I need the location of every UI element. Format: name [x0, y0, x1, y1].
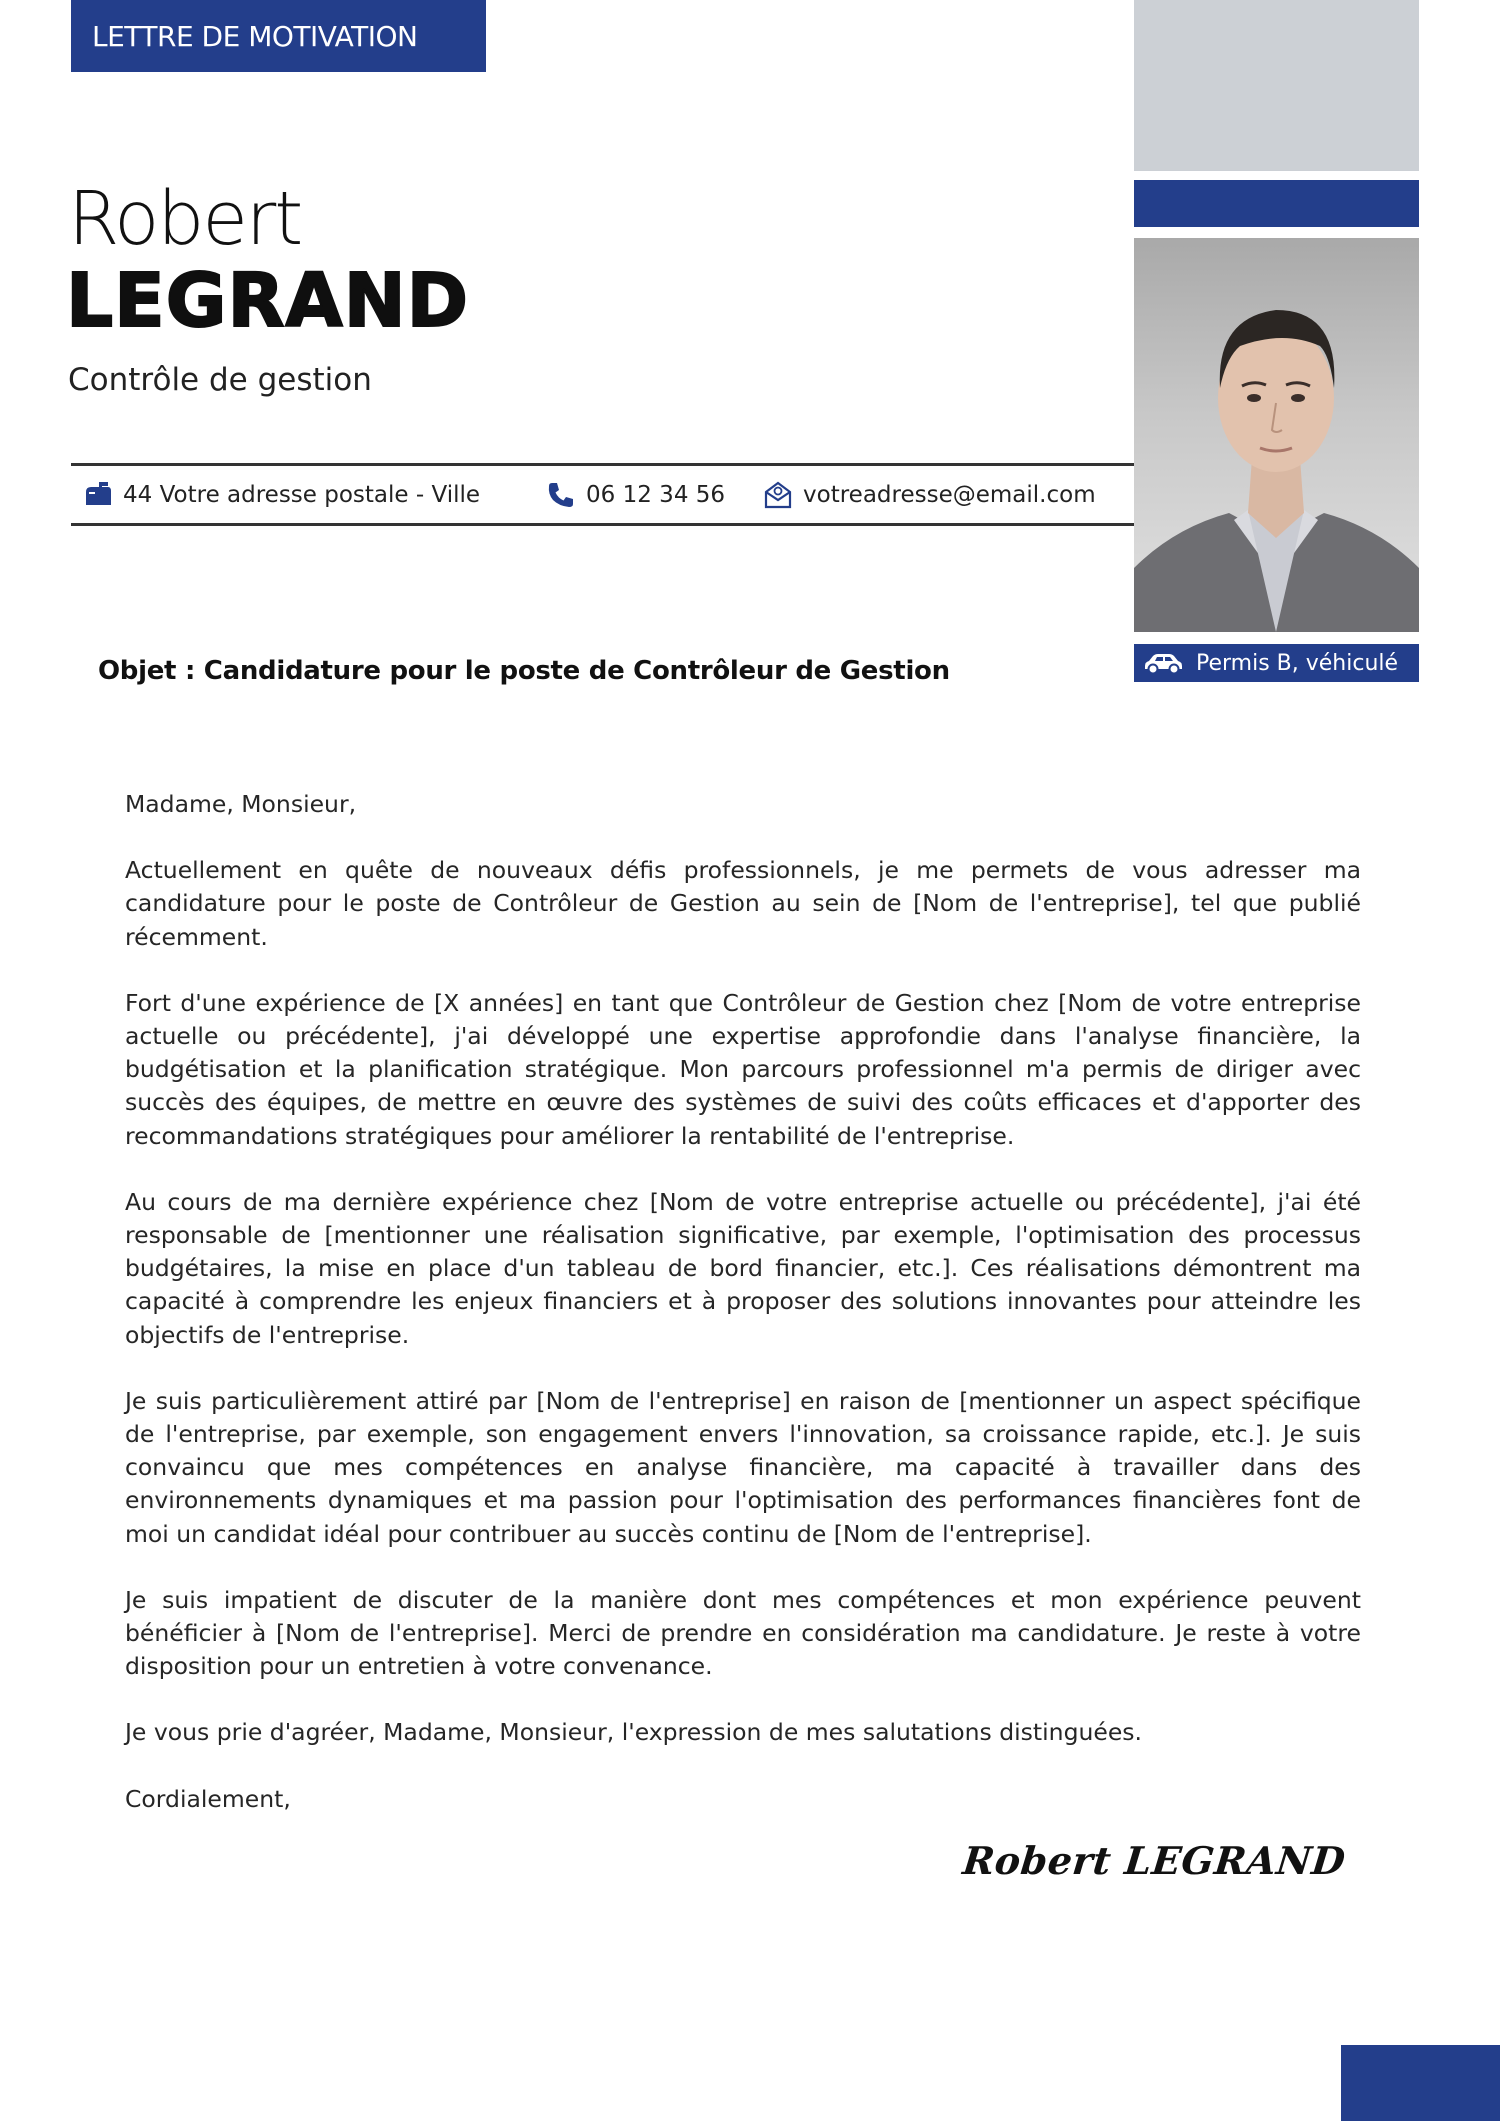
contact-email	[763, 480, 1096, 510]
letter-paragraph: Au cours de ma dernière expérience chez [Nom de votre entreprise actuelle ou précédente], j'ai été responsable de [mentionner une réalisation significative, par exemple, l'optimisation des processus budgétaires, la mise en place d'un tableau de bord financier, etc.]. Ces réalisations démontrent ma capacité à comprendre les enjeux financiers et à proposer des solutions innovantes pour atteindre les objectifs de l'entreprise.	[125, 1187, 1361, 1349]
job-title: Contrôle de gestion	[68, 362, 372, 398]
phone-text: 06 12 34 56	[586, 481, 726, 508]
first-name: Robert	[68, 176, 302, 262]
letter-paragraph: Fort d'une expérience de [X années] en tant que Contrôleur de Gestion chez [Nom de votre entreprise actuelle ou précédente], j'ai développé une expertise approfondie dans l'analyse financière, la budgétisation et la planification stratégique. Mon parcours professionnel m'a permis de diriger avec succès des équipes, de mettre en œuvre des systèmes de suivi des coûts efficaces et d'apporter des recommandations stratégiques pour améliorer la rentabilité de l'entreprise.	[125, 988, 1361, 1150]
letter-paragraph: Je suis particulièrement attiré par [Nom de l'entreprise] en raison de [mentionner un aspect spécifique de l'entreprise, par exemple, son engagement envers l'innovation, sa croissance rapide, etc.]. Je suis convaincu que mes compétences en analyse financière, ma capacité à travailler dans des environnements dynamiques et ma passion pour l'optimisation des performances financières font de moi un candidat idéal pour contribuer au succès continu de [Nom de l'entreprise].	[125, 1386, 1361, 1548]
letter-closing: Cordialement,	[125, 1784, 291, 1813]
car-icon	[1142, 651, 1184, 675]
contact-phone	[546, 480, 725, 510]
letter-subject: Objet : Candidature pour le poste de Contrôleur de Gestion	[98, 656, 950, 686]
license-text: Permis B, véhiculé	[1196, 650, 1399, 676]
document-label	[71, 0, 486, 72]
letter-body	[125, 788, 1361, 1849]
phone-icon	[546, 480, 576, 510]
letter-paragraph: Je vous prie d'agréer, Madame, Monsieur, l'expression de mes salutations distinguées.	[125, 1718, 1143, 1747]
email-text: votreadresse@email.com	[803, 481, 1096, 508]
last-name: LEGRAND	[66, 258, 470, 344]
decorative-gray-block	[1134, 0, 1419, 171]
letter-salutation: Madame, Monsieur,	[125, 790, 357, 818]
profile-photo	[1134, 238, 1419, 632]
document-label-text: LETTRE DE MOTIVATION	[92, 19, 418, 53]
letter-paragraph: Je suis impatient de discuter de la manière dont mes compétences et mon expérience peuvent bénéficier à [Nom de l'entreprise]. Merci de prendre en considération ma candidature. Je reste à votre disposition pour un entretien à votre convenance.	[125, 1585, 1361, 1681]
driving-license-badge	[1134, 644, 1419, 682]
contact-bar	[71, 463, 1134, 526]
signature: Robert LEGRAND	[960, 1838, 1348, 1883]
envelope-icon	[763, 480, 793, 510]
address-text: 44 Votre adresse postale - Ville	[123, 481, 481, 508]
letter-paragraph: Actuellement en quête de nouveaux défis professionnels, je me permets de vous adresser ma candidature pour le poste de Contrôleur de Gestion au sein de [Nom de l'entreprise], tel que publié récemment.	[125, 856, 1361, 951]
portrait-icon	[1134, 238, 1419, 632]
contact-address	[83, 480, 480, 510]
decorative-blue-bar	[1134, 180, 1419, 227]
decorative-corner-block	[1341, 2045, 1500, 2121]
mailbox-icon	[83, 480, 113, 510]
